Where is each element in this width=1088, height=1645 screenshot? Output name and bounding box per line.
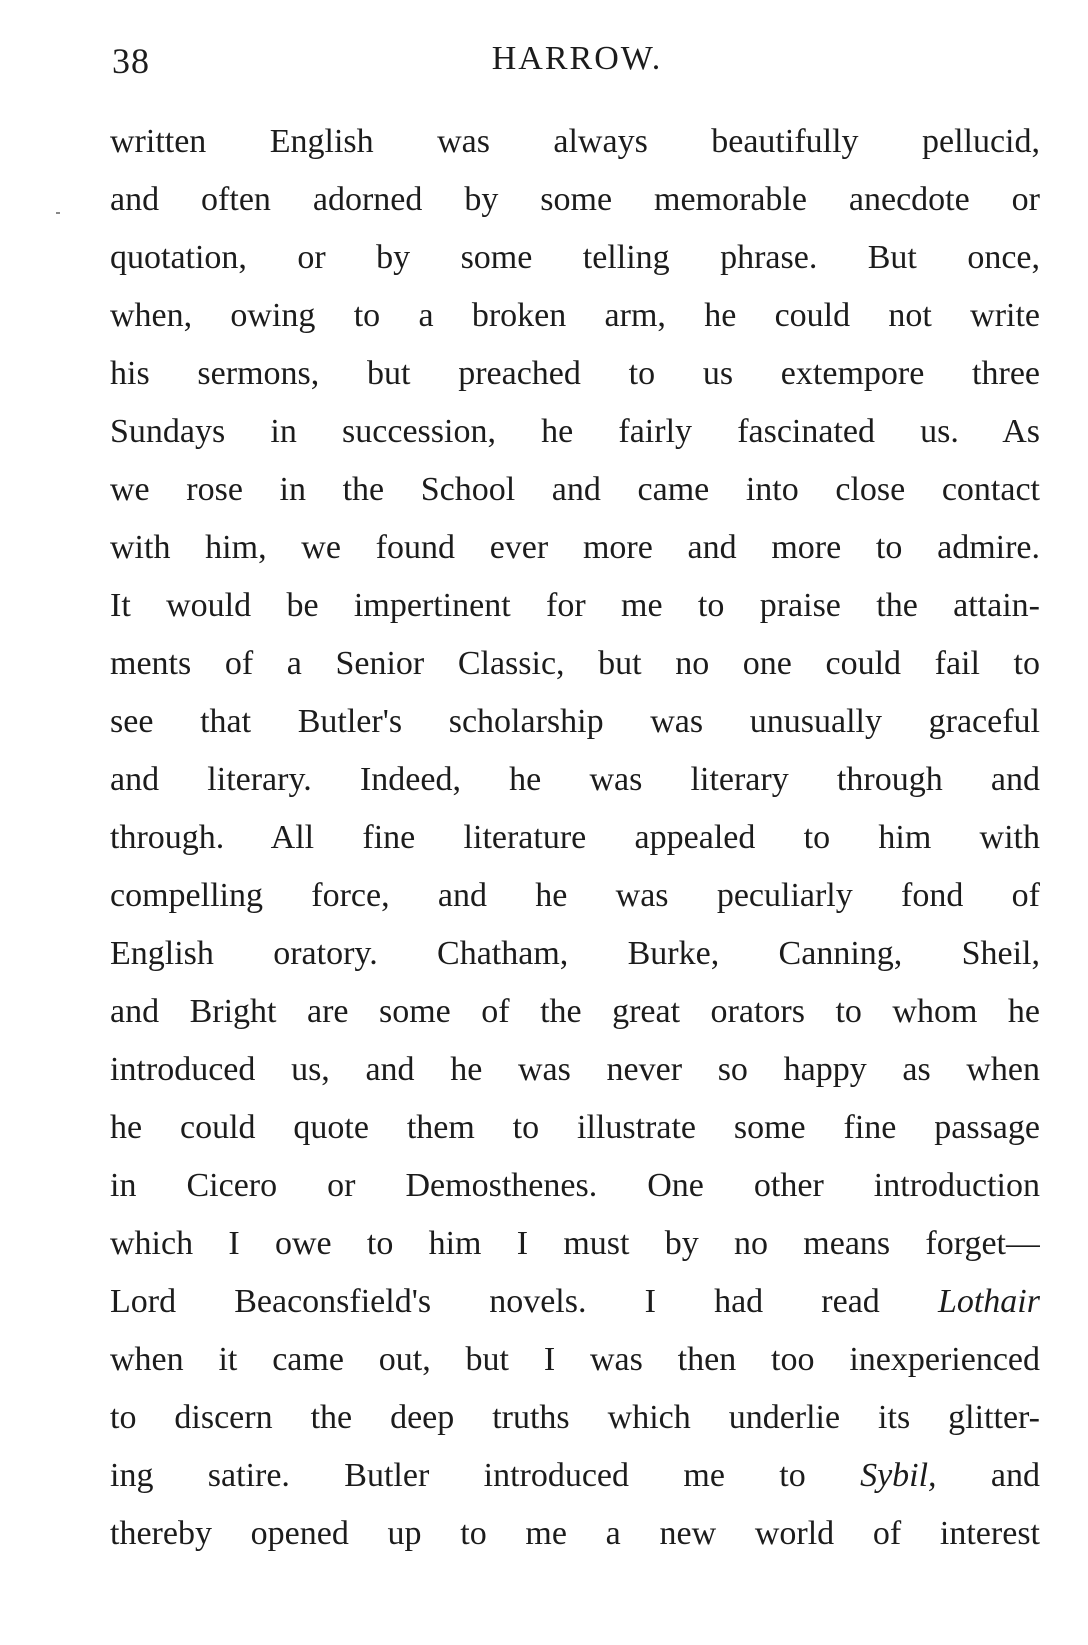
text-line [110,1273,1040,1331]
text-line: with him, we found ever more and more to admire. [110,529,1040,566]
text-line: quotation, or by some telling phrase. But once, [110,239,1040,276]
text-line: through. All fine literature appealed to him with [110,819,1040,856]
text-line: It would be impertinent for me to praise the attain- [110,587,1040,624]
text-span: Lord Beaconsfield's novels. I had read [110,1283,880,1320]
text-line: see that Butler's scholarship was unusually graceful [110,703,1040,740]
margin-mark [56,212,60,214]
text-line: thereby opened up to me a new world of interest [110,1515,1040,1552]
text-line: compelling force, and he was peculiarly fond of [110,877,1040,914]
body-text [110,113,1040,1563]
text-span: ing satire. Butler introduced me to [110,1457,806,1494]
running-head: HARROW. [491,40,663,77]
text-line: Sundays in succession, he fairly fascinated us. As [110,413,1040,450]
text-line: introduced us, and he was never so happy as when [110,1051,1040,1088]
text-line: written English was always beautifully pellucid, [110,123,1040,160]
text-line: his sermons, but preached to us extempore three [110,355,1040,392]
text-line: and often adorned by some memorable anecdote or [110,181,1040,218]
text-line: English oratory. Chatham, Burke, Canning, Sheil, [110,935,1040,972]
text-line: we rose in the School and came into close contact [110,471,1040,508]
text-line [110,1447,1040,1505]
text-line: when, owing to a broken arm, he could not write [110,297,1040,334]
text-line: to discern the deep truths which underlie its glitter- [110,1399,1040,1436]
text-line: ments of a Senior Classic, but no one could fail to [110,645,1040,682]
book-title-lothair: Lothair [937,1283,1040,1320]
text-line: when it came out, but I was then too inexperienced [110,1341,1040,1378]
text-line: and literary. Indeed, he was literary through and [110,761,1040,798]
text-line: which I owe to him I must by no means forget— [110,1225,1040,1262]
text-line: in Cicero or Demosthenes. One other introduction [110,1167,1040,1204]
text-span: and [990,1457,1040,1494]
page-number: 38 [112,41,150,81]
page-header [112,40,1042,90]
text-line: he could quote them to illustrate some fine passage [110,1109,1040,1146]
text-line: and Bright are some of the great orators to whom he [110,993,1040,1030]
book-title-sybil: Sybil, [860,1457,937,1494]
